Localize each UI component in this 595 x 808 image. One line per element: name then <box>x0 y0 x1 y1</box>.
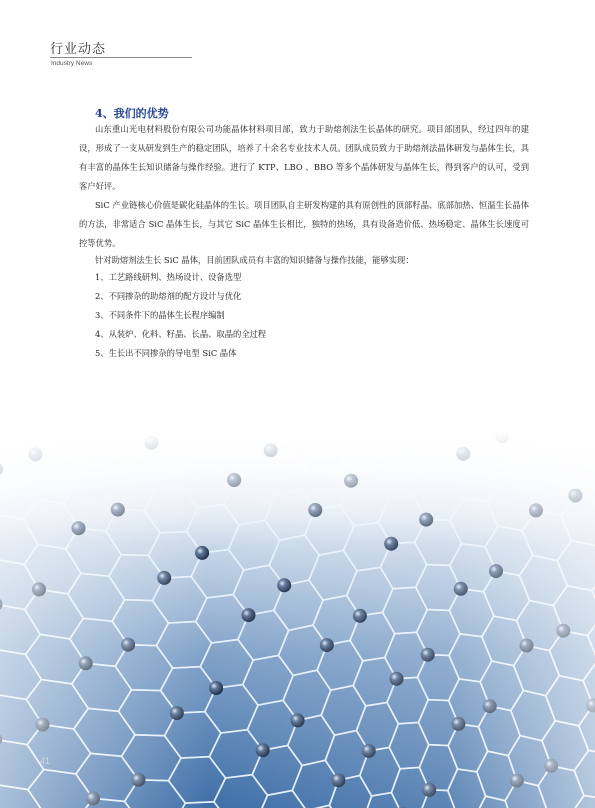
header-section-subtitle: Industry News <box>51 60 93 67</box>
list-item: 2、不同掺杂的助熔剂的配方设计与优化 <box>95 291 242 301</box>
hexagonal-lattice-illustration <box>0 430 595 808</box>
list-item: 5、生长出不同掺杂的导电型 SiC 晶体 <box>95 348 237 358</box>
header-section-title: 行业动态 <box>50 42 107 57</box>
page-number: 41 <box>40 756 51 766</box>
header-rule <box>50 57 192 58</box>
list-item: 1、工艺路线研判、热场设计、设备选型 <box>95 272 242 282</box>
paragraph-capabilities-intro: 针对助熔剂法生长 SiC 晶体，目前团队成员有丰富的知识储备与操作技能，能够实现： <box>95 255 414 265</box>
section-heading: 4、我们的优势 <box>95 107 169 120</box>
capability-list <box>95 268 266 363</box>
list-item: 4、从装炉、化料、籽晶、长晶、取晶的全过程 <box>95 329 267 339</box>
paragraph-company-intro: 山东重山光电材料股份有限公司功能晶体材料项目部，致力于助熔剂法生长晶体的研究。项目部团队，经过四年的建设，形成了一支从研发到生产的稳定团队，培养了十余名专业技术人员。团队成员致力于助熔剂法晶体研发与晶体生长，具有丰富的晶体生长知识储备与操作经验。进行了 KTP、LBO 、BBO 等多个晶体研发与晶体生长，得到客户的认可，受到客户好评。 <box>79 124 529 191</box>
list-item: 3、不同条件下的晶体生长程序编制 <box>95 310 225 320</box>
paragraph-sic-advantages: SiC 产业链核心价值是碳化硅晶体的生长。项目团队自主研发构建的具有原创性的顶部籽晶、底部加热、恒温生长晶体的方法，非常适合 SiC 晶体生长，与其它 SiC 晶体生长相比，独特的热场，具有设备造价低、热场稳定、晶体生长速度可控等优势。 <box>79 200 529 248</box>
